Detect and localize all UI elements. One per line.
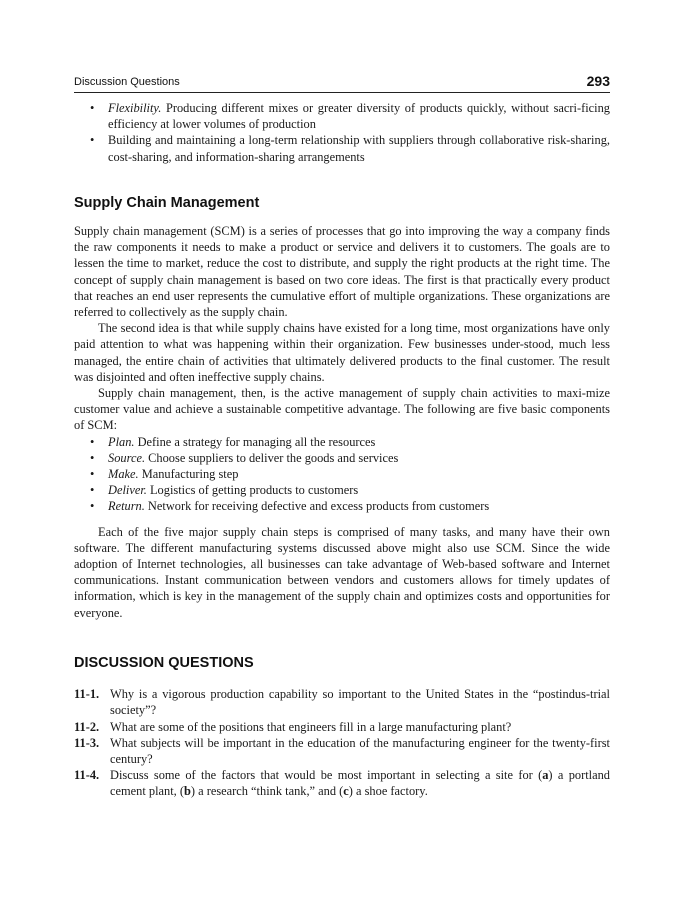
question-text: What subjects will be important in the education of the manufacturing engineer for the twenty-first century? — [110, 735, 610, 766]
question-item — [74, 719, 610, 735]
bullet-text: Producing different mixes or greater diversity of products quickly, without sacri-ficing efficiency at lower volumes of production — [108, 101, 610, 132]
scm-component-item — [74, 434, 610, 450]
question-number: 11-4. — [74, 768, 100, 783]
component-text: Manufacturing step — [138, 467, 239, 482]
question-text-part: ) a research “think tank,” and ( — [190, 784, 344, 799]
sub-label-b: b — [183, 784, 191, 799]
question-item — [74, 735, 610, 767]
discussion-questions-list — [74, 686, 610, 799]
paragraph: The second idea is that while supply chains have existed for a long time, most organizations have only paid attention to what was happening within their organization. Few businesses under-stood, much less managed, the entire chain of activities that ultimately delivered products to the final customer. The result was disjointed and often ineffective supply chains. — [74, 321, 610, 384]
bullet-icon: • — [90, 450, 95, 465]
scm-component-item — [74, 482, 610, 498]
question-text-part: Discuss some of the factors that would be most important in selecting a site for ( — [110, 768, 543, 783]
scm-component-item — [74, 498, 610, 514]
question-number: 11-3. — [74, 735, 100, 750]
bullet-item — [74, 132, 610, 164]
component-term: Deliver. — [108, 483, 147, 498]
component-text: Choose suppliers to deliver the goods and services — [145, 450, 399, 465]
bullet-icon: • — [90, 133, 95, 148]
page-content — [74, 100, 610, 800]
question-text: What are some of the positions that engineers fill in a large manufacturing plant? — [110, 719, 512, 734]
question-text: Why is a vigorous production capability so important to the United States in the “postindus-trial society”? — [110, 687, 610, 718]
page-number: 293 — [586, 73, 610, 89]
scm-component-item — [74, 466, 610, 482]
running-head — [74, 70, 610, 93]
component-text: Define a strategy for managing all the resources — [134, 434, 376, 449]
paragraph: Supply chain management, then, is the active management of supply chain activities to maxi-mize customer value and achieve a sustainable competitive advantage. The following are five basic components of SCM: — [74, 386, 610, 433]
bullet-term: Flexibility. — [108, 101, 162, 115]
bullet-icon: • — [90, 434, 95, 449]
paragraph: Supply chain management (SCM) is a series of processes that go into improving the way a company finds the raw components it needs to make a product or service and delivers it to customers. The goals are to lessen the time to market, reduce the cost to distribute, and supply the right products at the right time. The concept of supply chain management is based on two core ideas. The first is that practically every product that reaches an end user represents the cumulative effort of multiple organizations. These organizations are referred to collectively as the supply chain. — [74, 224, 610, 320]
component-text: Network for receiving defective and excess products from customers — [144, 499, 490, 514]
component-term: Plan. — [108, 434, 135, 449]
sub-label-a: a — [542, 768, 549, 783]
component-term: Return. — [108, 499, 145, 514]
question-item — [74, 686, 610, 718]
component-text: Logistics of getting products to customers — [146, 483, 359, 498]
question-text-part: ) a shoe factory. — [348, 784, 428, 799]
paragraph: Each of the five major supply chain steps is comprised of many tasks, and many have their own software. The different manufacturing systems discussed above might also use SCM. Since the wide adoption of Internet technologies, all businesses can take advantage of Web-based software and Internet communications. Instant communication between vendors and customers allows for timely updates of information, which is key in the management of the supply chain and optimizes costs and opportunities for everyone. — [74, 524, 610, 620]
bullet-icon: • — [90, 467, 95, 482]
running-title: Discussion Questions — [74, 76, 180, 88]
question-item — [74, 767, 610, 799]
question-number: 11-1. — [74, 687, 100, 702]
scm-components-list — [74, 434, 610, 515]
question-text — [110, 768, 610, 798]
question-number: 11-2. — [74, 719, 100, 734]
bullet-icon: • — [90, 483, 95, 498]
bullet-item — [74, 100, 610, 132]
bullet-icon: • — [90, 499, 95, 514]
scm-component-item — [74, 450, 610, 466]
section-heading-discussion-questions: DISCUSSION QUESTIONS — [74, 654, 254, 671]
bullet-text: Building and maintaining a long-term relationship with suppliers through collaborative risk-sharing, cost-sharing, and information-sharing arrangements — [108, 133, 610, 164]
section-heading-scm: Supply Chain Management — [74, 194, 260, 211]
component-term: Source. — [108, 450, 146, 465]
component-term: Make. — [108, 467, 139, 482]
bullet-icon: • — [90, 101, 95, 115]
question-text-part: ) a portland cement plant, ( — [110, 768, 610, 799]
sub-label-c: c — [343, 784, 349, 799]
continued-bullet-list — [74, 100, 610, 165]
